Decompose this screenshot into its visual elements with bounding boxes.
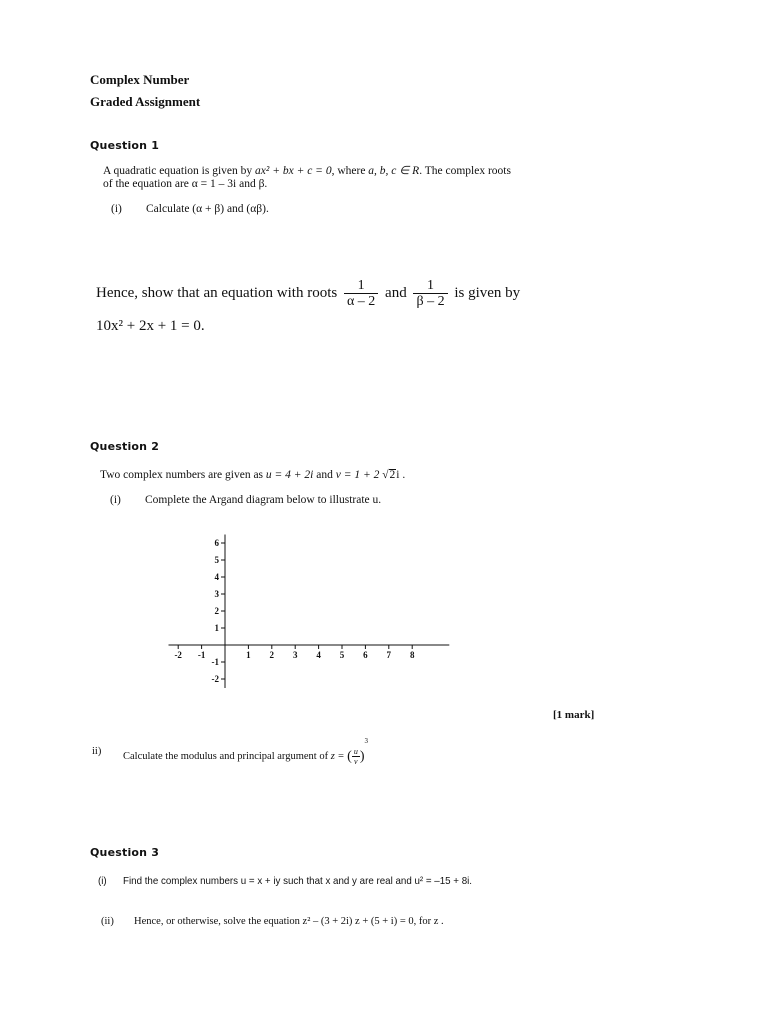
q1-intro-text-a: A quadratic equation is given by [103,165,256,177]
right-paren-symbol: ) [359,748,365,764]
q2-part-ii-text: Calculate the modulus and principal argument of [123,751,329,763]
argand-diagram[interactable] [160,528,460,688]
q2-and-text: and [313,469,336,481]
q1-intro-text-b: , where [331,165,369,177]
q2-intro-text: Two complex numbers are given as [100,469,266,481]
q2-part-ii-number: ii) [92,746,102,757]
q1-frac1-numerator: 1 [344,278,378,294]
y-tick-label: -1 [211,657,219,667]
y-tick-label: 3 [214,589,219,599]
q1-part-i-text: Calculate (α + β) and (αβ). [146,203,269,215]
q2-z-expression: z = [330,751,345,763]
q3-part-i-text: Find the complex numbers u = x + iy such that x and y are real and u² = –15 + 8i. [123,875,473,887]
q1-intro-line1 [103,165,511,178]
y-tick-label: 6 [214,538,219,548]
q2-z-numerator: u [353,747,358,757]
q1-frac1-denominator: α – 2 [346,294,376,309]
q2-part-ii [123,737,368,766]
q1-and-text: and [385,284,407,301]
x-tick-label: 5 [339,650,345,660]
q2-part-i-number: (i) [110,494,121,506]
x-tick-label: 8 [409,650,415,660]
q1-frac2-numerator: 1 [413,278,447,294]
q1-fraction-2 [413,278,447,309]
sqrt-symbol: √ [382,469,389,481]
y-tick-label: 5 [214,555,219,565]
q1-intro-text-c: . The complex roots [419,165,511,177]
q3-part-i-number: (i) [98,875,107,887]
left-paren-symbol: ( [347,748,352,764]
question-3-heading: Question 3 [90,846,160,859]
q1-part-i-number: (i) [111,203,122,215]
x-tick-label: 7 [386,650,392,660]
q2-z-denominator: v [354,757,358,767]
question-2-heading: Question 2 [90,440,160,453]
q2-intro [100,469,405,482]
q1-set: a, b, c ∈ R [368,165,420,177]
x-tick-label: 3 [292,650,298,660]
q2-part-i-text: Complete the Argand diagram below to illustrate u. [145,494,382,506]
x-tick-label: 6 [363,650,368,660]
q2-mark-allocation: [1 mark] [553,709,595,721]
q3-part-ii-text: Hence, or otherwise, solve the equation z² – (3 + 2i) z + (5 + i) = 0, for z . [134,916,444,927]
document-title: Complex Number [90,72,190,87]
x-tick-label: 2 [269,650,275,660]
y-tick-label: -2 [211,674,219,684]
q1-frac2-denominator: β – 2 [416,294,445,309]
y-tick-label: 2 [214,606,219,616]
q2-v-end: i . [396,469,406,481]
q2-v-definition: v = 1 + 2 [335,469,383,481]
x-tick-label: 4 [316,650,321,660]
question-1-heading: Question 1 [90,139,160,152]
q1-hence-text: Hence, show that an equation with roots [96,284,338,301]
q2-sqrt-radicand: 2 [389,469,396,481]
q2-z-exponent: 3 [364,737,368,745]
q2-u-definition: u = 4 + 2i [265,469,314,481]
x-tick-label: 1 [246,650,251,660]
q1-equation: ax² + bx + c = 0 [255,165,332,177]
y-tick-label: 4 [214,572,219,582]
q1-intro-line2: of the equation are α = 1 – 3i and β. [103,178,268,190]
y-tick-label: 1 [214,623,219,633]
document-subtitle: Graded Assignment [90,94,201,109]
x-tick-label: -1 [197,650,206,660]
x-tick-label: -2 [174,650,182,660]
q1-given-by-text: is given by [454,284,521,301]
q2-z-fraction [352,747,360,766]
q1-result-equation: 10x² + 2x + 1 = 0. [96,318,205,334]
q1-hence-line [96,278,520,309]
q1-fraction-1 [344,278,378,309]
q3-part-ii-number: (ii) [101,916,114,927]
